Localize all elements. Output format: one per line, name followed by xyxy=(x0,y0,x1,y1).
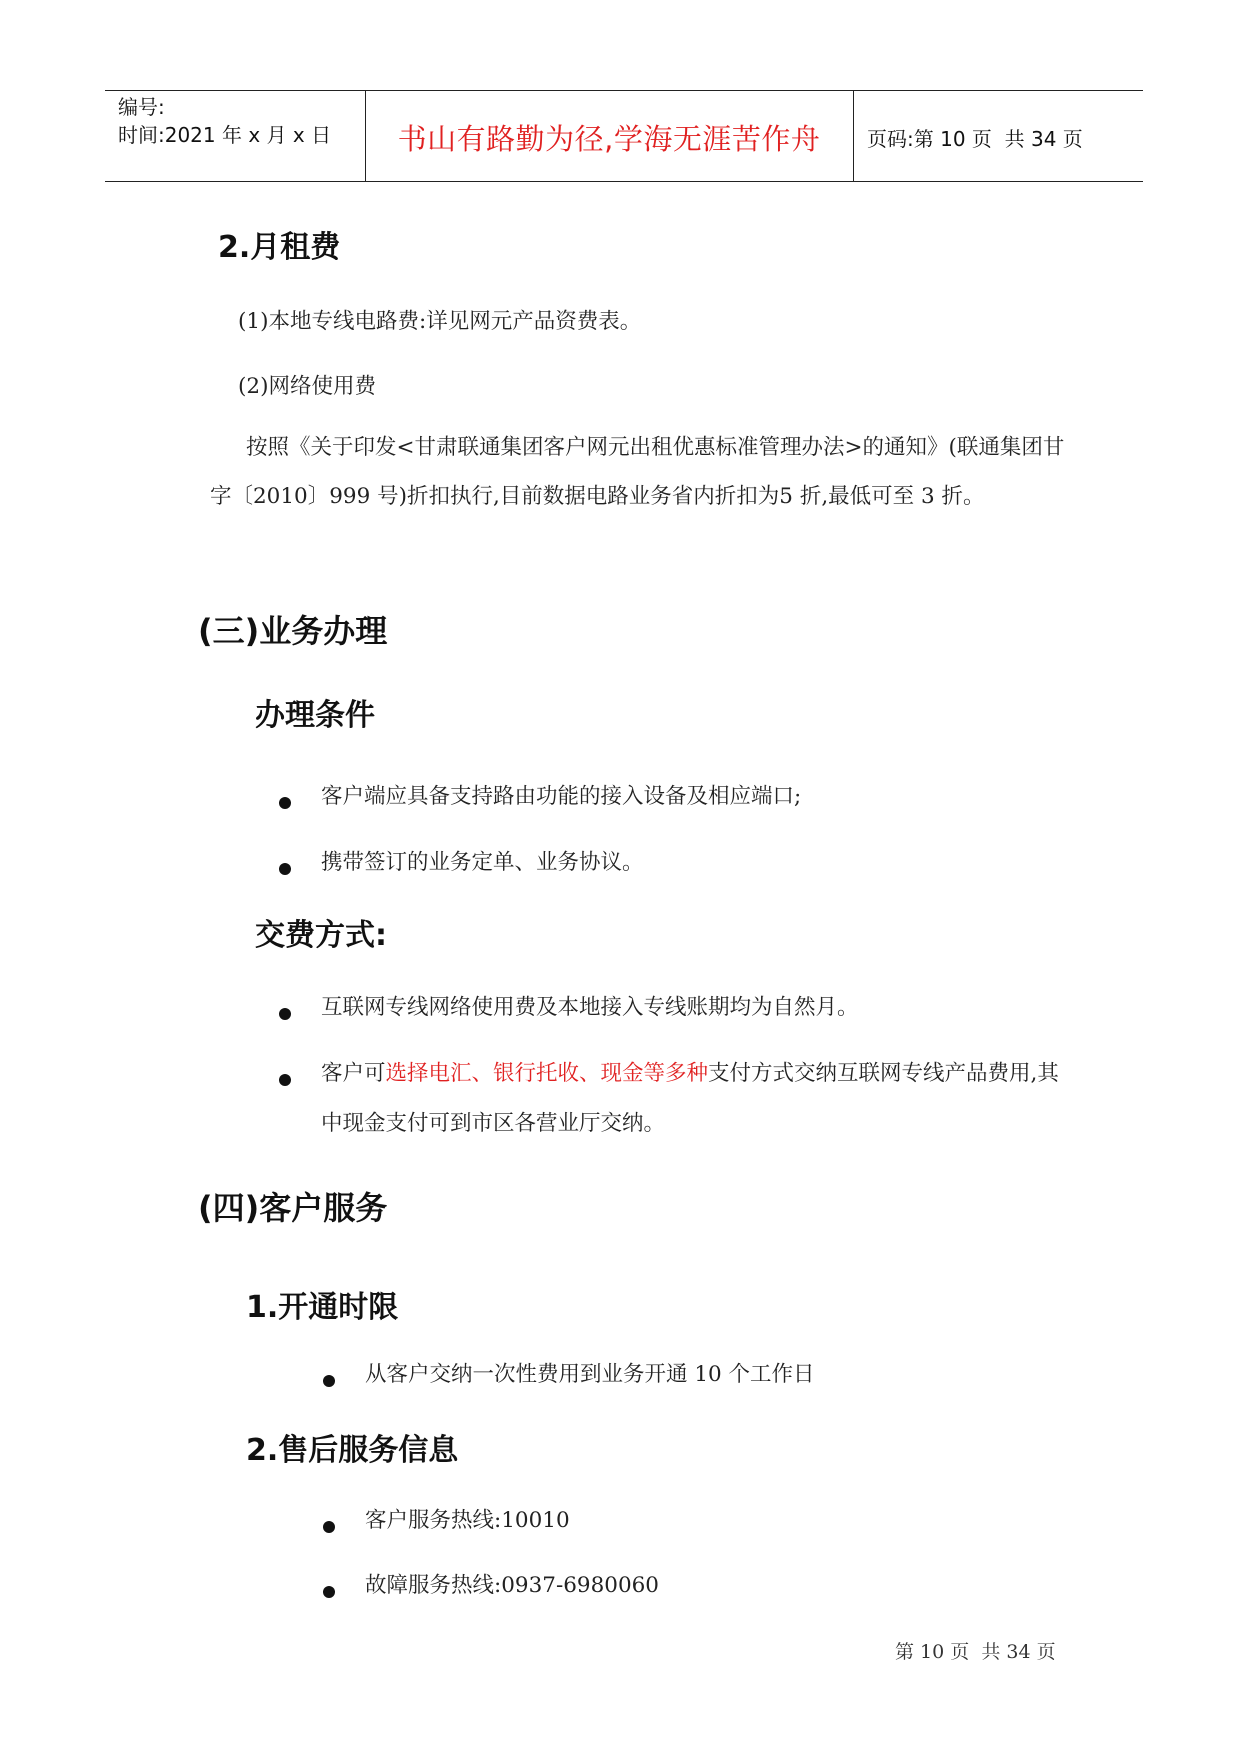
after-sales-title: 2.售后服务信息 xyxy=(246,1433,459,1468)
condition-text: 客户端应具备支持路由功能的接入设备及相应端口; xyxy=(321,784,802,809)
monthly-fee-item-1: (1)本地专线电路费:详见网元产品资费表。 xyxy=(238,309,642,334)
list-item xyxy=(323,1574,659,1611)
payment-highlight: 选择电汇、银行托收、现金等多种 xyxy=(385,1061,709,1086)
hotline-text: 客户服务热线:10010 xyxy=(365,1508,570,1533)
section-business-handling-title: (三)业务办理 xyxy=(198,612,388,650)
page-header xyxy=(105,90,1143,182)
bullet-icon xyxy=(279,863,291,875)
list-item xyxy=(323,1363,815,1400)
list-item xyxy=(279,996,859,1033)
document-time-label: 时间:2021 年 x 月 x 日 xyxy=(118,123,332,147)
list-item xyxy=(279,851,644,888)
payment-text-suffix: 支付方式交纳互联网专线产品费用,其中现金支付可到市区各营业厅交纳。 xyxy=(321,1061,1059,1136)
payment-method-title: 交费方式: xyxy=(255,918,387,953)
list-item xyxy=(279,1062,1079,1149)
header-meta xyxy=(118,93,331,149)
activation-text: 从客户交纳一次性费用到业务开通 10 个工作日 xyxy=(365,1362,815,1387)
header-motto: 书山有路勤为径,学海无涯苦作舟 xyxy=(397,121,821,156)
activation-period-title: 1.开通时限 xyxy=(246,1290,399,1325)
bullet-icon xyxy=(279,1074,291,1086)
fault-hotline-text: 故障服务热线:0937-6980060 xyxy=(365,1573,659,1598)
list-item xyxy=(323,1509,570,1546)
discount-paragraph: 按照《关于印发<甘肃联通集团客户网元出租优惠标准管理办法>的通知》(联通集团甘字〔2010〕999 号)折扣执行,目前数据电路业务省内折扣为5 折,最低可至 3 折。 xyxy=(210,435,1065,509)
monthly-fee-item-2: (2)网络使用费 xyxy=(238,374,376,399)
document-number-label: 编号: xyxy=(118,95,165,119)
section-monthly-fee-title: 2.月租费 xyxy=(218,230,341,265)
page-footer: 第 10 页 共 34 页 xyxy=(895,1641,1056,1663)
header-divider-right xyxy=(853,91,854,181)
payment-text: 互联网专线网络使用费及本地接入专线账期均为自然月。 xyxy=(321,995,859,1020)
list-item xyxy=(279,785,801,822)
handling-conditions-title: 办理条件 xyxy=(255,698,375,733)
bullet-icon xyxy=(279,797,291,809)
section-customer-service-title: (四)客户服务 xyxy=(198,1189,388,1227)
payment-text-prefix: 客户可 xyxy=(321,1061,386,1086)
payment-text-2 xyxy=(321,1049,1079,1149)
header-page-number: 页码:第 10 页 共 34 页 xyxy=(867,126,1083,151)
bullet-icon xyxy=(323,1521,335,1533)
bullet-icon xyxy=(323,1586,335,1598)
bullet-icon xyxy=(279,1008,291,1020)
bullet-icon xyxy=(323,1375,335,1387)
condition-text: 携带签订的业务定单、业务协议。 xyxy=(321,850,644,875)
